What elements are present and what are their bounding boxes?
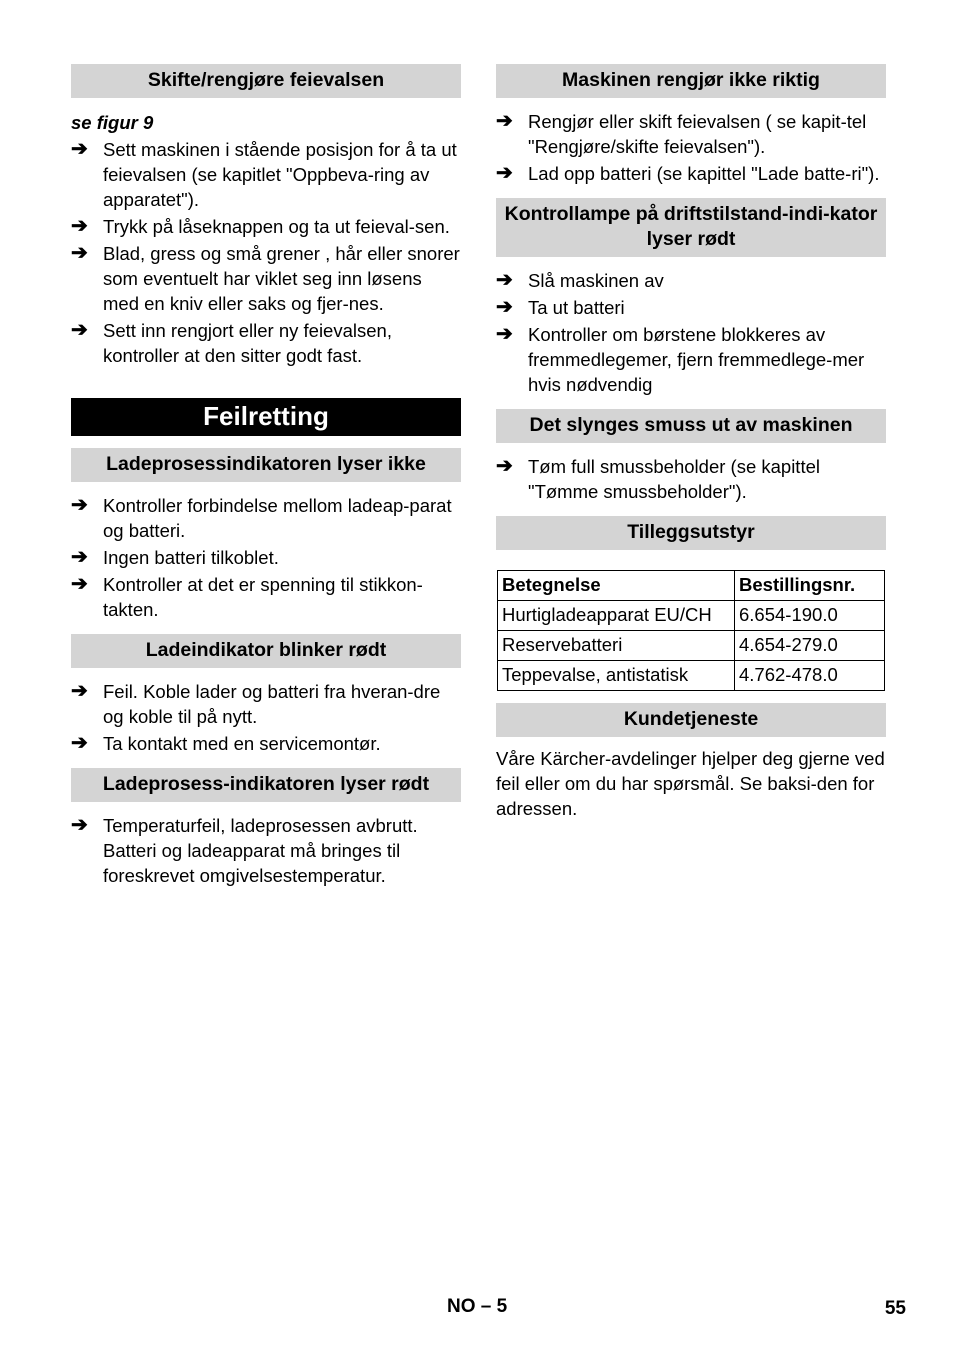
arrow-right-icon: ➔ <box>71 573 88 595</box>
section-heading: Ladeindikator blinker rødt <box>71 634 461 668</box>
list-item: ➔ Kontroller at det er spenning til stikkon-takten. <box>71 573 423 620</box>
section-heading: Ladeprosess-indikatoren lyser rødt <box>71 768 461 802</box>
arrow-right-icon: ➔ <box>71 814 88 836</box>
arrow-right-icon: ➔ <box>496 455 513 477</box>
table-cell: 4.654-279.0 <box>735 631 885 661</box>
arrow-right-icon: ➔ <box>71 138 88 160</box>
table-row <box>498 601 885 631</box>
list-item: ➔ Ta ut batteri <box>496 296 625 318</box>
section-heading: Ladeprosessindikatoren lyser ikke <box>71 448 461 482</box>
arrow-right-icon: ➔ <box>71 494 88 516</box>
list-item: ➔ Sett maskinen i stående posisjon for å ta ut feievalsen (se kapitlet "Oppbeva-ring av apparatet"). <box>71 138 457 210</box>
arrow-right-icon: ➔ <box>71 215 88 237</box>
right-column <box>496 64 886 821</box>
chapter-heading: Feilretting <box>71 398 461 436</box>
service-text: Våre Kärcher-avdelinger hjelper deg gjerne ved feil eller om du har spørsmål. Se baksi-den for adressen. <box>496 748 885 819</box>
section-heading: Skifte/rengjøre feievalsen <box>71 64 461 98</box>
section-heading: Tilleggsutstyr <box>496 516 886 550</box>
table-cell: Teppevalse, antistatisk <box>498 661 735 691</box>
table-row <box>498 661 885 691</box>
arrow-right-icon: ➔ <box>71 680 88 702</box>
list-item: ➔ Rengjør eller skift feievalsen ( se kapit-tel "Rengjøre/skifte feievalsen"). <box>496 110 867 157</box>
list-item: ➔ Ingen batteri tilkoblet. <box>71 546 279 568</box>
table-cell: Reservebatteri <box>498 631 735 661</box>
table-row <box>498 631 885 661</box>
arrow-right-icon: ➔ <box>71 319 88 341</box>
accessories-table <box>497 570 885 691</box>
instruction-list <box>496 109 886 186</box>
list-item: ➔ Slå maskinen av <box>496 269 664 291</box>
arrow-right-icon: ➔ <box>496 110 513 132</box>
arrow-right-icon: ➔ <box>496 162 513 184</box>
section-heading: Kundetjeneste <box>496 703 886 737</box>
section-heading: Maskinen rengjør ikke riktig <box>496 64 886 98</box>
table-cell: 4.762-478.0 <box>735 661 885 691</box>
page-number: 55 <box>884 1298 906 1319</box>
instruction-list <box>71 493 461 622</box>
list-item: ➔ Kontroller om børstene blokkeres av fremmedlegemer, fjern fremmedlege-mer hvis nødvendig <box>496 323 865 395</box>
arrow-right-icon: ➔ <box>496 296 513 318</box>
list-item: ➔ Ta kontakt med en servicemontør. <box>71 732 381 754</box>
instruction-list <box>71 137 461 368</box>
arrow-right-icon: ➔ <box>496 269 513 291</box>
list-item: ➔ Blad, gress og små grener , hår eller snorer som eventuelt har viklet seg inn løsens med en kniv eller saks og fjer-nes. <box>71 242 460 314</box>
table-cell: 6.654-190.0 <box>735 601 885 631</box>
instruction-list <box>496 268 886 397</box>
list-item: ➔ Kontroller forbindelse mellom ladeap-parat og batteri. <box>71 494 452 541</box>
arrow-right-icon: ➔ <box>496 323 513 345</box>
table-cell: Hurtigladeapparat EU/CH <box>498 601 735 631</box>
list-item: ➔ Temperaturfeil, ladeprosessen avbrutt. Batteri og ladeapparat må bringes til foreskrevet omgivelsestemperatur. <box>71 814 418 886</box>
left-column <box>71 64 461 888</box>
list-item: ➔ Feil. Koble lader og batteri fra hveran-dre og koble til på nytt. <box>71 680 441 727</box>
list-item: ➔ Sett inn rengjort eller ny feievalsen, kontroller at den sitter godt fast. <box>71 319 392 366</box>
arrow-right-icon: ➔ <box>71 732 88 754</box>
instruction-list <box>496 454 886 504</box>
arrow-right-icon: ➔ <box>71 242 88 264</box>
language-section-code: NO – 5 <box>447 1296 508 1317</box>
table-header-row <box>498 571 885 601</box>
arrow-right-icon: ➔ <box>71 546 88 568</box>
column-header: Betegnelse <box>498 571 735 601</box>
list-item: ➔ Lad opp batteri (se kapittel "Lade batte-ri"). <box>496 162 880 184</box>
instruction-list <box>71 679 461 756</box>
list-item: ➔ Trykk på låseknappen og ta ut feieval-sen. <box>71 215 450 237</box>
section-heading: Det slynges smuss ut av maskinen <box>496 409 886 443</box>
figure-reference: se figur 9 <box>71 112 154 133</box>
column-header: Bestillingsnr. <box>735 571 885 601</box>
list-item: ➔ Tøm full smussbeholder (se kapittel "Tømme smussbeholder"). <box>496 455 820 502</box>
instruction-list <box>71 813 461 888</box>
section-heading: Kontrollampe på driftstilstand-indi-kator lyser rødt <box>496 198 886 257</box>
